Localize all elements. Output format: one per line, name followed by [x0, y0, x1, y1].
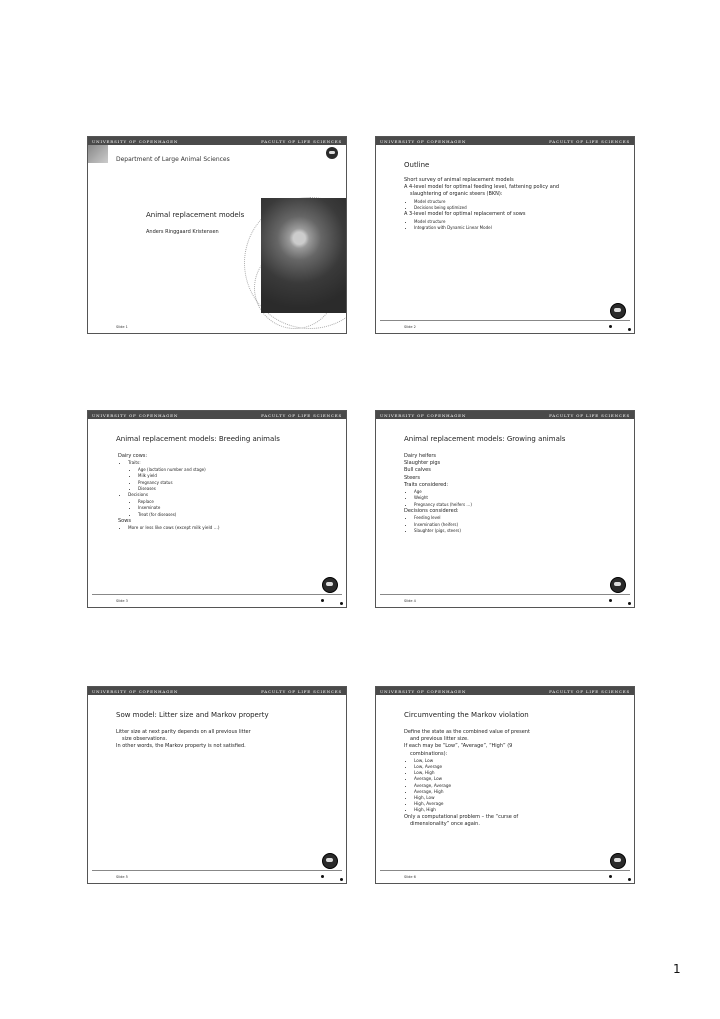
dot-icon [340, 602, 343, 605]
list-item: • More or less like cows (except milk yield …) [128, 525, 336, 532]
combo-item: • Low, High [414, 770, 624, 776]
author-name: Anders Ringgaard Kristensen [146, 229, 219, 235]
slide-number: Slide 1 [116, 325, 128, 329]
slide-5 [87, 686, 347, 884]
slide-title: Animal replacement models: Breeding animals [116, 435, 280, 443]
slide-header: UNIVERSITY OF COPENHAGEN FACULTY OF LIFE SCIENCES [88, 137, 346, 145]
dot-icon [628, 328, 631, 331]
slide-content [404, 729, 624, 828]
university-seal-icon [322, 853, 338, 869]
dot-icon [628, 602, 631, 605]
dot-icon [321, 875, 324, 878]
slide-3 [87, 410, 347, 608]
list-heading: Decisions considered: [404, 508, 459, 515]
decision-item: • Inseminate [138, 505, 336, 511]
combo-item: • Low, Average [414, 764, 624, 770]
combo-item: • Average, Low [414, 776, 624, 782]
slide-number: Slide 3 [116, 599, 128, 603]
slide-content [118, 453, 336, 532]
slide-number: Slide 6 [404, 875, 416, 879]
list-heading: Sows [118, 518, 131, 525]
trait-item: • Pregnancy status [138, 480, 336, 486]
dot-icon [609, 599, 612, 602]
decision-item: • Replace [138, 499, 336, 505]
slide-title: Animal replacement models: Growing animals [404, 435, 566, 443]
slide-number: Slide 5 [116, 875, 128, 879]
body-text: Define the state as the combined value of present [404, 729, 530, 735]
list-heading: Dairy cows: [118, 453, 148, 459]
slide-header: UNIVERSITY OF COPENHAGEN FACULTY OF LIFE SCIENCES [88, 687, 346, 695]
slide-2 [375, 136, 635, 334]
outline-item-cont: slaughtering of organic steers (BKN): [410, 191, 503, 198]
department-label: Department of Large Animal Sciences [116, 156, 230, 163]
university-seal-icon [322, 577, 338, 593]
trait-item: • Pregnancy status (heifers …) [414, 502, 624, 508]
dot-icon [340, 878, 343, 881]
slide-title: Outline [404, 161, 430, 169]
slide-4 [375, 410, 635, 608]
outline-subitem: • Decisions being optimized [414, 205, 624, 211]
page-number: 1 [673, 962, 681, 976]
footer-line [92, 594, 342, 595]
university-seal-icon [610, 853, 626, 869]
body-text: If each may be “Low”, “Average”, “High” (9 [404, 743, 513, 750]
footer-line [92, 870, 342, 871]
list-item: Steers [404, 474, 420, 481]
body-text-cont: and previous litter size. [410, 736, 469, 743]
slide-header: UNIVERSITY OF COPENHAGEN FACULTY OF LIFE SCIENCES [376, 687, 634, 695]
trait-item: • Weight [414, 495, 624, 501]
dot-icon [628, 878, 631, 881]
trait-item: • Diseases [138, 486, 336, 492]
trait-item: • Age (lactation number and stage) [138, 467, 336, 473]
body-text-cont: size observations. [122, 736, 168, 743]
dot-icon [609, 875, 612, 878]
combo-item: • High, High [414, 807, 624, 813]
slide-title: Circumventing the Markov violation [404, 711, 529, 719]
list-item: Slaughter pigs [404, 460, 441, 467]
combo-item: • High, Average [414, 801, 624, 807]
body-text: In other words, the Markov property is not satisfied. [116, 743, 246, 750]
body-text: Litter size at next parity depends on all previous litter [116, 729, 251, 735]
footer-line [380, 320, 630, 321]
outline-subitem: • Integration with Dynamic Linear Model [414, 225, 624, 231]
dot-icon [609, 325, 612, 328]
slide-header: UNIVERSITY OF COPENHAGEN FACULTY OF LIFE SCIENCES [376, 411, 634, 419]
trait-item: • Age [414, 489, 624, 495]
slide-content [404, 453, 624, 535]
slide-content [404, 177, 624, 231]
decision-item: • Insemination (heifers) [414, 522, 624, 528]
university-seal-icon [610, 577, 626, 593]
slide-header: UNIVERSITY OF COPENHAGEN FACULTY OF LIFE SCIENCES [88, 411, 346, 419]
combo-item: • Average, High [414, 789, 624, 795]
body-text-cont: combinations): [410, 750, 448, 757]
university-seal-icon [610, 303, 626, 319]
decision-item: • Feeding level [414, 515, 624, 521]
combo-item: • Average, Average [414, 783, 624, 789]
decision-item: • Slaughter (pigs, steers) [414, 528, 624, 534]
university-seal-icon [326, 147, 338, 159]
flower-photo [261, 198, 346, 313]
slide-title: Sow model: Litter size and Markov property [116, 711, 269, 719]
slide-title: Animal replacement models [146, 211, 245, 219]
outline-subitem: • Model structure [414, 199, 624, 205]
footer-line [380, 594, 630, 595]
outline-subitem: • Model structure [414, 219, 624, 225]
list-heading: Traits considered: [404, 481, 449, 488]
slide-6 [375, 686, 635, 884]
list-item: Bull calves [404, 467, 431, 474]
outline-item: A 3-level model for optimal replacement of sows [404, 211, 526, 218]
list-item: • Traits: • Age (lactation number and stage) • Milk yield • Pregnancy status • Diseases [128, 460, 336, 492]
list-item: • Decisions • Replace • Inseminate • Treat (for diseases) [128, 492, 336, 518]
dot-icon [321, 599, 324, 602]
body-text-cont: dimensionality” once again. [410, 820, 480, 827]
slide-number: Slide 4 [404, 599, 416, 603]
decision-item: • Treat (for diseases) [138, 512, 336, 518]
combo-item: • Low, Low [414, 758, 624, 764]
footer-line [380, 870, 630, 871]
slide-1 [87, 136, 347, 334]
slide-number: Slide 2 [404, 325, 416, 329]
trait-item: • Milk yield [138, 473, 336, 479]
list-item: Dairy heifers [404, 453, 437, 459]
body-text: Only a computational problem – the “curse of [404, 813, 519, 820]
slide-header: UNIVERSITY OF COPENHAGEN FACULTY OF LIFE SCIENCES [376, 137, 634, 145]
combo-item: • High, Low [414, 795, 624, 801]
outline-item: A 4-level model for optimal feeding level, fattening policy and [404, 184, 560, 191]
header-photo [88, 145, 108, 163]
slide-content [116, 729, 336, 751]
outline-item: Short survey of animal replacement models [404, 177, 514, 183]
